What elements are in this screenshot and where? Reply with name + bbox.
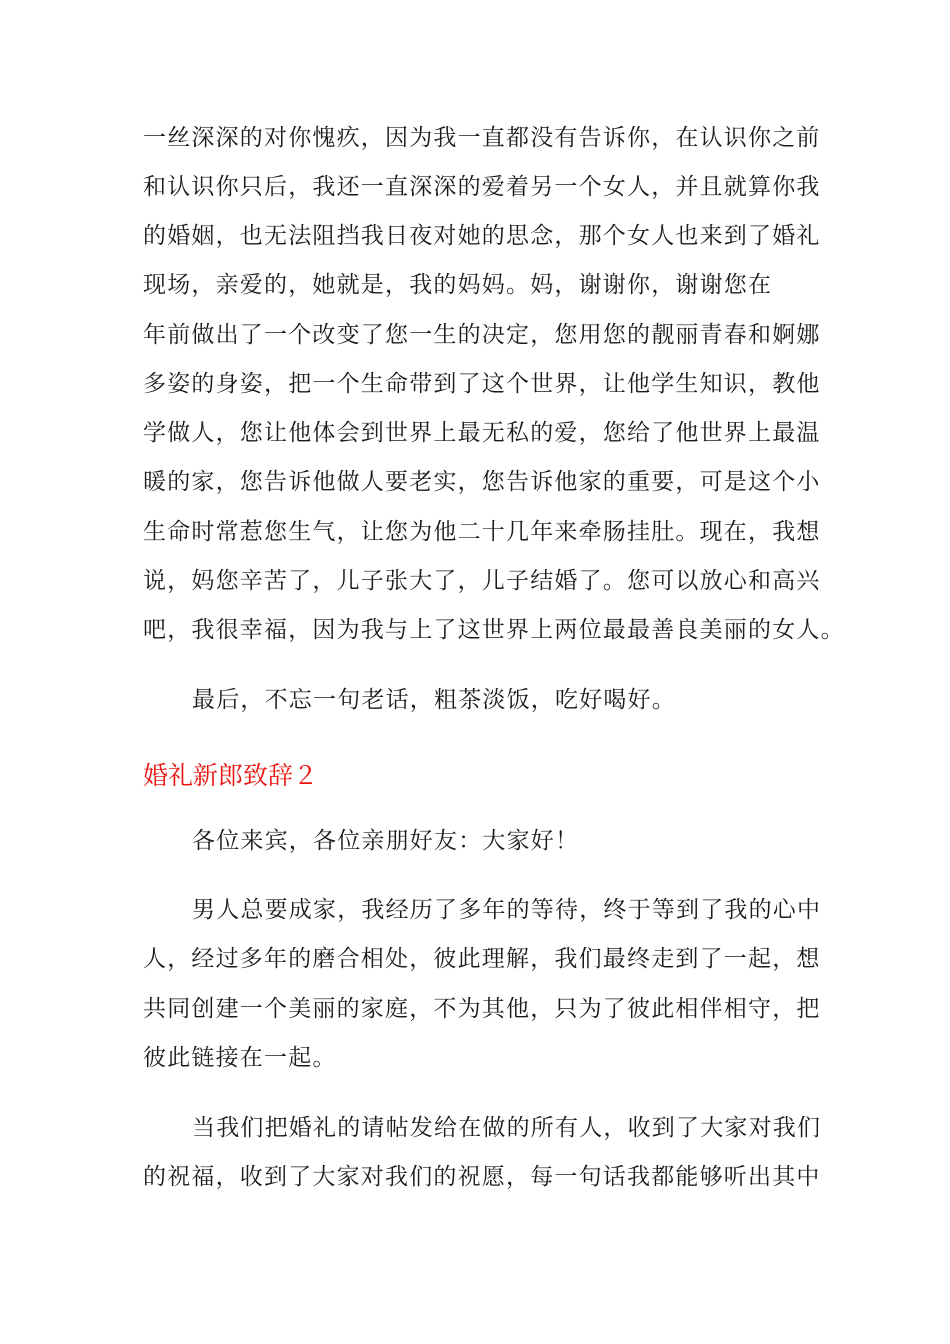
paragraph-line: 彼此链接在一起。 — [143, 1045, 337, 1071]
paragraph-line: 说，妈您辛苦了，儿子张大了，儿子结婚了。您可以放心和高兴 — [143, 568, 821, 594]
paragraph-line: 一丝深深的对你愧疚，因为我一直都没有告诉你，在认识你之前 — [143, 125, 821, 151]
section-heading: 婚礼新郎致辞２ — [143, 761, 319, 790]
paragraph-line: 学做人，您让他体会到世界上最无私的爱，您给了他世界上最温 — [143, 420, 821, 446]
paragraph-line: 生命时常惹您生气，让您为他二十几年来牵肠挂肚。现在，我想 — [143, 519, 821, 545]
paragraph-line: 暖的家，您告诉他做人要老实，您告诉他家的重要，可是这个小 — [143, 469, 821, 495]
greeting-line: 各位来宾，各位亲朋好友：大家好！ — [192, 828, 580, 854]
paragraph-line: 男人总要成家，我经历了多年的等待，终于等到了我的心中 — [192, 897, 822, 923]
paragraph-line: 人，经过多年的磨合相处，彼此理解，我们最终走到了一起，想 — [143, 946, 821, 972]
paragraph-line: 年前做出了一个改变了您一生的决定，您用您的靓丽青春和婀娜 — [143, 322, 821, 348]
paragraph-line: 的祝福，收到了大家对我们的祝愿，每一句话我都能够听出其中 — [143, 1164, 821, 1190]
closing-paragraph: 最后，不忘一句老话，粗茶淡饭，吃好喝好。 — [192, 687, 676, 713]
paragraph-line: 和认识你只后，我还一直深深的爱着另一个女人，并且就算你我 — [143, 174, 821, 200]
paragraph-line: 共同创建一个美丽的家庭，不为其他，只为了彼此相伴相守，把 — [143, 996, 821, 1022]
paragraph-line: 多姿的身姿，把一个生命带到了这个世界，让他学生知识，教他 — [143, 371, 821, 397]
paragraph-line: 现场，亲爱的，她就是，我的妈妈。妈，谢谢你，谢谢您在 — [143, 272, 773, 298]
paragraph-line: 的婚姻，也无法阻挡我日夜对她的思念，那个女人也来到了婚礼 — [143, 223, 821, 249]
paragraph-line: 吧，我很幸福，因为我与上了这世界上两位最最善良美丽的女人。 — [143, 617, 845, 643]
paragraph-line: 当我们把婚礼的请帖发给在做的所有人，收到了大家对我们 — [192, 1115, 822, 1141]
